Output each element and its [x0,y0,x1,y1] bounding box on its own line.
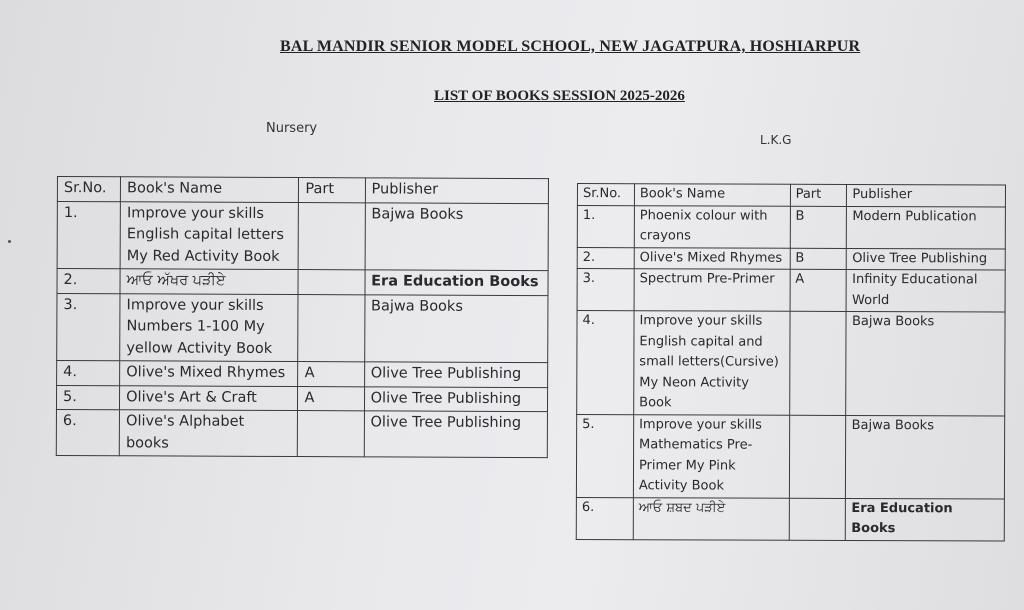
cell-publisher: Bajwa Books [846,415,1005,499]
cell-publisher: Bajwa Books [365,202,549,270]
cell-publisher: Olive Tree Publishing [364,386,547,411]
table-header-row [577,184,1005,207]
cell-publisher: Bajwa Books [364,294,548,362]
cell-part [298,270,364,295]
nursery-label: Nursery [266,121,318,136]
cell-book-name: Olive's Mixed Rhymes [120,361,298,386]
cell-part: B [790,248,847,270]
school-title: BAL MANDIR SENIOR MODEL SCHOOL, NEW JAGATPURA, HOSHIARPUR [280,38,861,55]
col-header-part: Part [790,184,847,206]
cell-srno: 3. [57,293,120,361]
table-row [577,247,1005,270]
col-header-srno: Sr.No. [577,184,634,206]
cell-srno: 5. [56,385,119,410]
cell-srno: 2. [57,269,120,294]
cell-srno: 1. [57,201,120,269]
lkg-book-table [576,183,1006,541]
cell-book-name: Spectrum Pre-Primer [634,269,790,312]
cell-part [298,411,364,457]
cell-book-name: Phoenix colour with crayons [634,205,790,248]
cell-srno: 6. [56,409,119,455]
table-row [57,201,548,271]
cell-part: A [298,386,364,411]
table-row [576,497,1004,540]
table-row [577,205,1005,248]
cell-book-name: Improve your skills English capital and small letters(Cursive) My Neon Activity Book [634,311,790,415]
col-header-part: Part [299,178,365,203]
cell-part [789,311,846,415]
table-row [56,385,547,412]
cell-srno: 2. [577,247,634,269]
cell-part: A [790,269,847,311]
cell-book-name: ਆਓ ਅੱਖਰ ਪੜੀਏ [120,269,298,294]
cell-publisher: Olive Tree Publishing [364,411,548,458]
cell-part [299,202,365,270]
table-row [56,409,547,457]
cell-srno: 4. [57,361,120,386]
paper-speck [8,240,11,243]
table-header-row [57,177,548,204]
cell-book-name: Improve your skills Numbers 1-100 My yellow Activity Book [120,293,299,361]
cell-book-name: Improve your skills English capital letters My Red Activity Book [120,201,299,269]
cell-publisher: Era Education Books [846,498,1005,541]
cell-part [789,498,846,540]
table-row [57,269,548,296]
cell-part [789,415,846,498]
cell-publisher: Bajwa Books [846,311,1005,415]
cell-part [298,294,364,362]
table-row [57,293,548,363]
cell-publisher: Era Education Books [365,270,548,295]
cell-srno: 4. [577,311,634,415]
cell-book-name: Improve your skills Mathematics Pre-Primer My Pink Activity Book [633,414,789,498]
cell-book-name: Olive's Alphabet books [119,410,298,457]
table-row [577,311,1005,416]
cell-publisher: Olive Tree Publishing [364,362,547,387]
cell-book-name: Olive's Art & Craft [120,385,298,410]
col-header-publisher: Publisher [365,178,548,203]
col-header-publisher: Publisher [847,184,1006,206]
cell-srno: 6. [576,497,633,539]
cell-publisher: Modern Publication [847,206,1006,249]
table-row [57,361,548,388]
cell-part: A [298,362,364,387]
cell-publisher: Olive Tree Publishing [847,248,1006,270]
col-header-book-name: Book's Name [121,177,299,202]
table-row [576,414,1004,498]
cell-srno: 5. [576,414,633,497]
book-list-title: LIST OF BOOKS SESSION 2025-2026 [434,88,685,104]
cell-part: B [790,206,847,248]
nursery-book-table [56,176,549,458]
cell-publisher: Infinity Educational World [847,269,1006,312]
cell-book-name: Olive's Mixed Rhymes [634,247,790,269]
cell-srno: 3. [577,269,634,311]
col-header-srno: Sr.No. [57,177,120,202]
cell-book-name: ਆਓ ਸ਼ਬਦ ਪੜੀਏ [633,497,789,540]
lkg-label: L.K.G [760,133,792,147]
col-header-book-name: Book's Name [634,184,790,206]
cell-srno: 1. [577,205,634,247]
table-row [577,269,1005,312]
